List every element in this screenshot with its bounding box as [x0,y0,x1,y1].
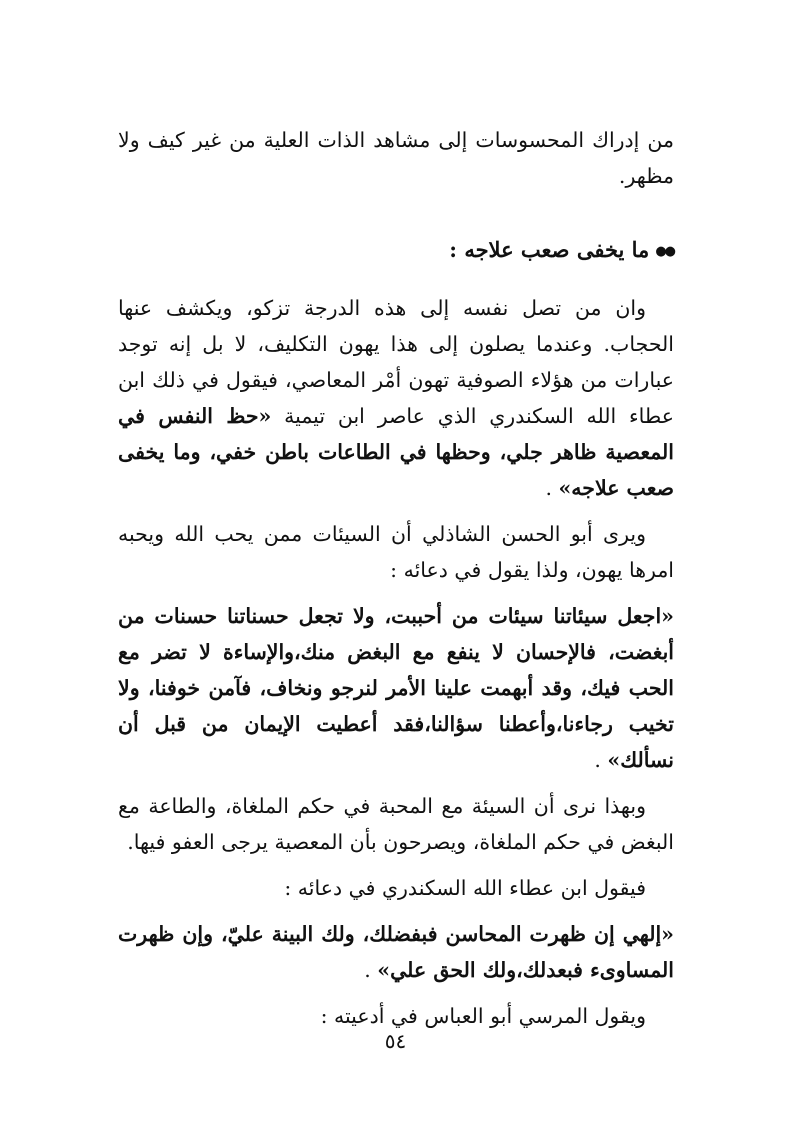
paragraph-2-text: وان من تصل نفسه إلى هذه الدرجة تزكو، ويكشف عنها الحجاب. وعندما يصلون إلى هذا يهون التكليف، لا بل إنه توجد عبارات من هؤلاء الصوفية تهون أمْر المعاصي، فيقول في ذلك ابن عطاء الله السكندري الذي عاصر ابن تيمية [118,295,674,428]
paragraph-2 [118,290,674,506]
section-heading [118,232,674,270]
paragraph-8: ويقول المرسي أبو العباس في أدعيته : [320,1003,646,1028]
quote-shadhili: «اجعل سيئاتنا سيئات من أحببت، ولا تجعل حسناتنا حسنات من أبغضت، فالإحسان لا ينفع مع البغض منك،والإساءة لا تضر مع الحب فيك، وقد أبهمت علينا الأمر لنرجو ونخاف، فآمن خوفنا، ولا تخيب رجاءنا،وأعطنا سؤالنا،فقد أعطيت الإيمان من قبل أن نسألك» [118,603,674,772]
page-number: ٥٤ [384,1029,407,1053]
section-heading-text: ما يخفى صعب علاجه : [449,237,650,262]
paragraph-2-end: . [545,475,559,500]
quote-ibn-ata: «حظ النفس في المعصية ظاهر جلي، وحظها في الطاعات باطن خفي، وما يخفى صعب علاجه» [118,403,674,500]
paragraph-4 [118,598,674,778]
paragraph-4-end: . [594,747,608,772]
paragraph-5: وبهذا نرى أن السيئة مع المحبة في حكم الملغاة، والطاعة مع البغض في حكم الملغاة، ويصرحون بأن المعصية يرجى العفو فيها. [118,793,674,854]
paragraph-7-end: . [364,957,378,982]
page-body [118,122,674,1034]
paragraph-1: من إدراك المحسوسات إلى مشاهد الذات العلية من غير كيف ولا مظهر. [118,128,674,188]
bullet-icon: ●● [655,243,674,259]
paragraph-7 [118,916,674,988]
paragraph-6: فيقول ابن عطاء الله السكندري في دعائه : [284,875,646,900]
quote-dua: «إلهي إن ظهرت المحاسن فبفضلك، ولك البينة عليّ، وإن ظهرت المساوىء فبعدلك،ولك الحق علي» [118,921,674,982]
paragraph-3: ويرى أبو الحسن الشاذلي أن السيئات ممن يحب الله ويحبه امرها يهون، ولذا يقول في دعائه : [118,521,674,582]
